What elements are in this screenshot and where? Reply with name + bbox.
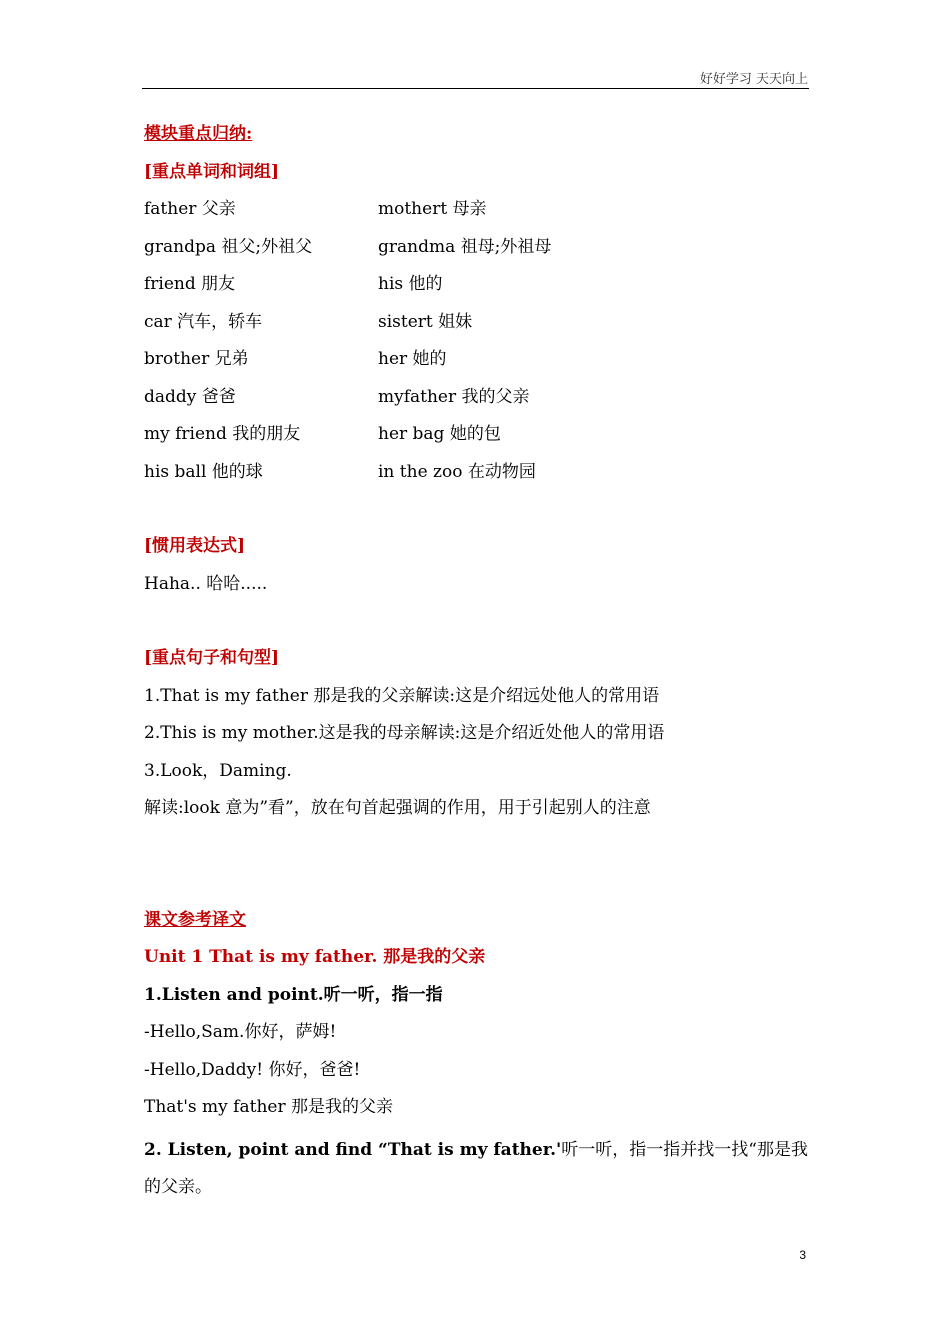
vocab-row [144, 459, 814, 497]
spacer [144, 496, 814, 533]
sentence-line: 1.That is my father 那是我的父亲解读:这是介绍远处他人的常用语 [144, 685, 660, 706]
vocab-term: in the zoo 在动物园 [378, 461, 536, 482]
vocab-row [144, 346, 814, 384]
spacer [144, 833, 814, 907]
dialogue-line: -Hello,Sam.你好，萨姆! [144, 1022, 337, 1042]
section2-heading-en: 2. Listen, point and find “That is my father.' [144, 1139, 562, 1160]
vocab-term: myfather 我的父亲 [378, 386, 530, 407]
vocab-row [144, 234, 814, 272]
vocab-term: brother 兄弟 [144, 349, 249, 369]
dialogue-line: -Hello,Daddy! 你好，爸爸! [144, 1059, 361, 1080]
vocab-heading: [重点单词和词组] [144, 161, 280, 182]
dialogue-line: That's my father 那是我的父亲 [144, 1097, 393, 1117]
vocab-term: my friend 我的朋友 [144, 424, 301, 444]
vocab-row [144, 271, 814, 309]
section2-heading-cn: 听一听，指一指并找一找“那是我的父亲。 [144, 1139, 808, 1197]
page-number: 3 [799, 1248, 806, 1262]
vocab-term: father 父亲 [144, 199, 236, 219]
unit-title: Unit 1 That is my father. 那是我的父亲 [144, 947, 486, 967]
vocab-term: mothert 母亲 [378, 199, 487, 219]
vocab-term: her 她的 [378, 349, 447, 369]
section1-heading-cn: 听一听，指一指 [323, 984, 443, 1005]
vocab-term: friend 朋友 [144, 274, 236, 294]
header-divider [142, 88, 809, 89]
vocab-term: car 汽车，轿车 [144, 311, 263, 332]
vocab-term: grandpa 祖父;外祖父 [144, 236, 313, 257]
sentence-line: 解读:look 意为”看”，放在句首起强调的作用，用于引起别人的注意 [144, 798, 651, 818]
vocab-term: his ball 他的球 [144, 461, 263, 482]
page-header: 好好学习 天天向上 [699, 72, 808, 87]
sentence-line: 2.This is my mother.这是我的母亲解读:这是介绍近处他人的常用语 [144, 723, 665, 743]
vocab-row [144, 196, 814, 234]
vocab-row [144, 384, 814, 422]
expression-line: Haha.. 哈哈..... [144, 573, 268, 594]
section1-heading-en: 1.Listen and point. [144, 984, 324, 1005]
section1-heading [144, 982, 814, 1020]
expressions-heading: [惯用表达式] [144, 536, 246, 556]
translation-title: 课文参考译文 [144, 909, 246, 930]
section2-heading [144, 1132, 808, 1207]
vocab-row [144, 421, 814, 459]
vocab-table [144, 196, 814, 496]
vocab-term: her bag 她的包 [378, 424, 501, 444]
vocab-term: his 他的 [378, 274, 443, 294]
vocab-term: sistert 姐妹 [378, 311, 473, 332]
page-content [144, 121, 814, 1207]
sentences-heading: [重点句子和句型] [144, 648, 280, 668]
vocab-term: daddy 爸爸 [144, 386, 236, 407]
sentence-line: 3.Look，Daming. [144, 760, 292, 781]
vocab-term: grandma 祖母;外祖母 [378, 236, 552, 257]
summary-title: 模块重点归纳: [144, 124, 253, 144]
spacer [144, 608, 814, 645]
vocab-row [144, 309, 814, 347]
